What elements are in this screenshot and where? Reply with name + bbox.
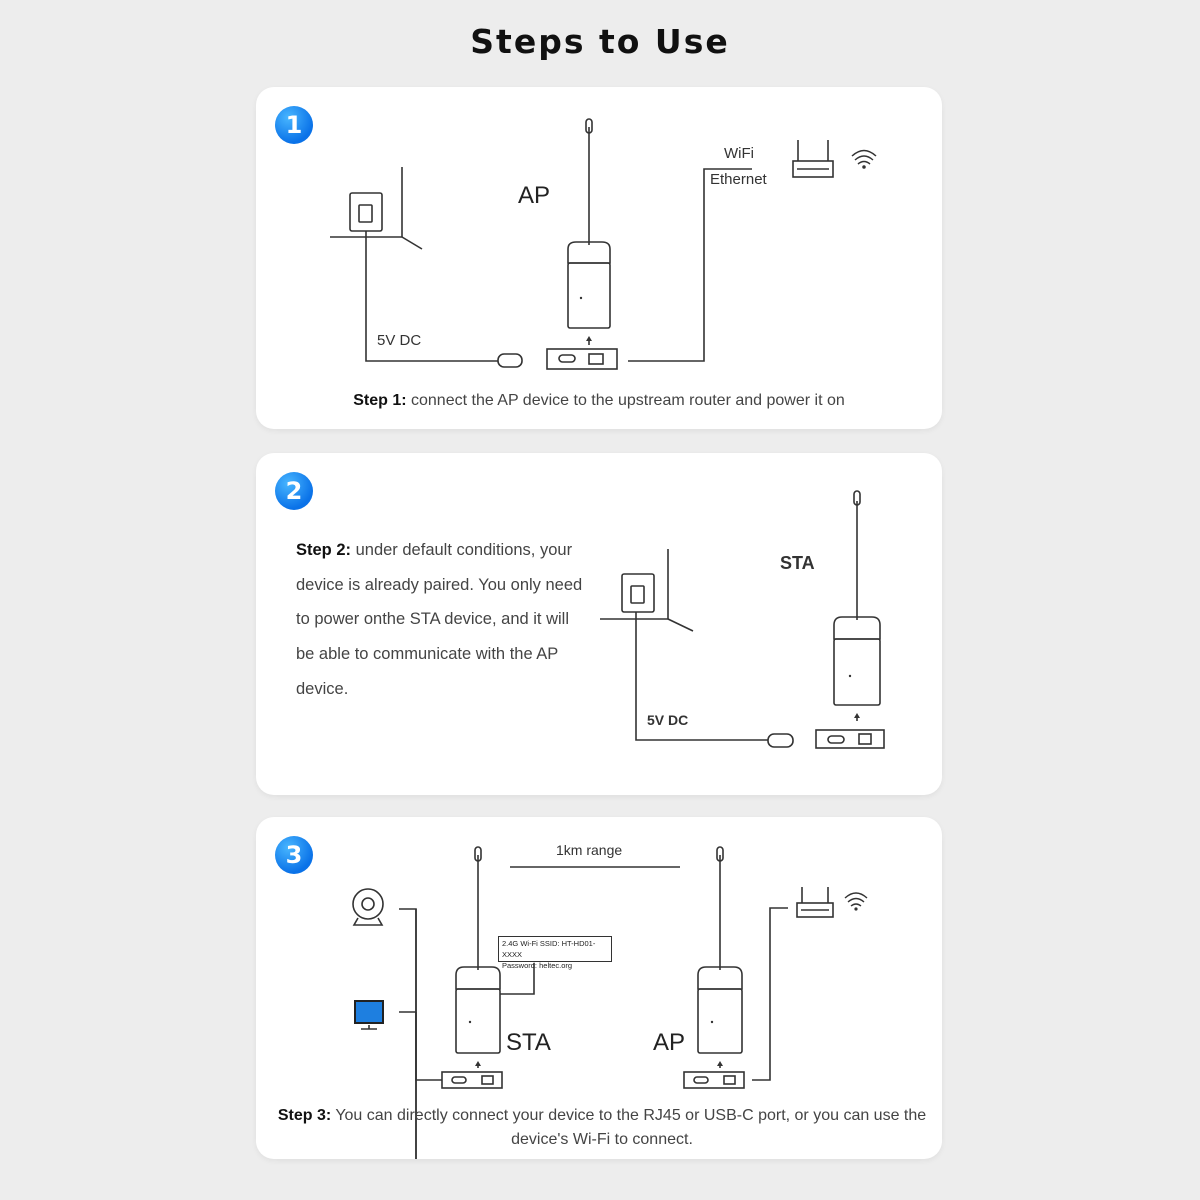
- step-2-card: [256, 453, 942, 795]
- step-3-caption-text: You can directly connect your device to the RJ45 or USB-C port, or you can use the device's Wi-Fi to connect.: [331, 1107, 927, 1148]
- wifi-signal-icon: [845, 893, 867, 910]
- step-2-text-body: under default conditions, your device is already paired. You only need to power onthe STA device, and it will be able to communicate with the AP device.: [296, 541, 583, 698]
- ssid-info-box: [498, 936, 612, 970]
- sta-label: STA: [506, 1029, 551, 1056]
- step-2-text-bold: Step 2:: [296, 541, 352, 559]
- usb-c-plug-icon: [768, 734, 793, 747]
- sta-device-top: [834, 617, 880, 639]
- ap-device-body: [698, 989, 742, 1053]
- sta-device-top: [456, 967, 500, 989]
- sta-device-body: [456, 989, 500, 1053]
- step-2-text: [296, 533, 586, 707]
- power-outlet-icon: [350, 193, 382, 231]
- step-1-caption-text: connect the AP device to the upstream router and power it on: [406, 392, 845, 409]
- usb-c-plug-icon: [498, 354, 522, 367]
- webcam-icon: [353, 889, 383, 919]
- step-1-diagram: [256, 87, 942, 429]
- step-3-caption: [272, 1104, 932, 1152]
- ethernet-label: Ethernet: [710, 171, 767, 188]
- power-label: 5V DC: [647, 712, 689, 728]
- step-3-caption-bold: Step 3:: [277, 1107, 332, 1124]
- port-panel-icon: [816, 730, 884, 748]
- step-1-card: [256, 87, 942, 429]
- wifi-signal-icon: [852, 151, 876, 169]
- step-3-badge: 3: [275, 836, 313, 874]
- step-1-caption: [256, 392, 942, 410]
- range-label: 1km range: [556, 842, 623, 858]
- password-line: Password: heltec.org: [502, 961, 573, 970]
- page-title: Steps to Use: [470, 22, 730, 61]
- ap-label: AP: [653, 1029, 686, 1056]
- step-2-badge: 2: [275, 472, 313, 510]
- ap-device-body: [568, 263, 610, 328]
- step-3-card: [256, 817, 942, 1159]
- step-1-badge: 1: [275, 106, 313, 144]
- sta-device-body: [834, 639, 880, 705]
- ap-device-top: [698, 967, 742, 989]
- power-label: 5V DC: [377, 332, 422, 349]
- port-panel-icon: [547, 349, 617, 369]
- step-1-caption-bold: Step 1:: [353, 392, 407, 409]
- sta-label: STA: [780, 553, 815, 573]
- monitor-icon: [355, 1001, 383, 1023]
- ap-label: AP: [518, 182, 551, 209]
- wifi-label: WiFi: [724, 145, 754, 162]
- power-outlet-icon: [622, 574, 654, 612]
- ssid-line: 2.4G Wi-Fi SSID: HT-HD01-XXXX: [502, 939, 596, 959]
- ap-device-top: [568, 242, 610, 263]
